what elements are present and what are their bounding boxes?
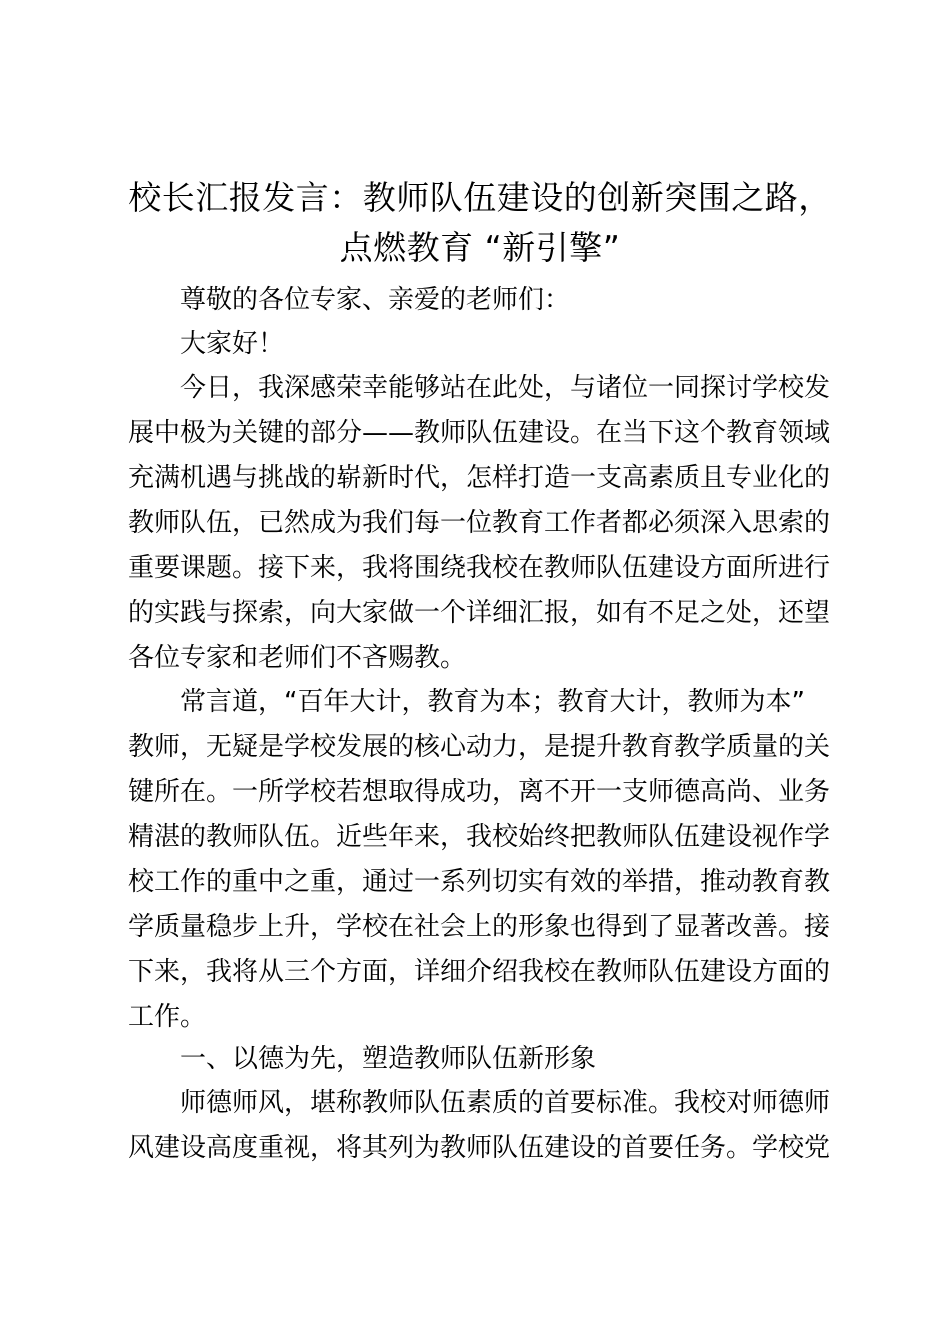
paragraph-line: 风建设高度重视，将其列为教师队伍建设的首要任务。学校党 [128,1133,831,1163]
paragraph-line: 师德师风，堪称教师队伍素质的首要标准。我校对师德师 [180,1088,831,1118]
paragraph-ethics [128,1081,848,1171]
paragraph-line: 教师，无疑是学校发展的核心动力，是提升教育教学质量的关 [128,732,831,762]
paragraph-line: 展中极为关键的部分——教师队伍建设。在当下这个教育领域 [128,418,831,448]
document-title-line1: 校长汇报发言：教师队伍建设的创新突围之路， [128,178,832,217]
paragraph-line: 常言道，“百年大计，教育为本；教育大计，教师为本” [180,687,805,717]
paragraph-line: 今日，我深感荣幸能够站在此处，与诸位一同探讨学校发 [180,373,831,403]
paragraph-line: 键所在。一所学校若想取得成功，离不开一支师德高尚、业务 [128,777,831,807]
paragraph-line: 精湛的教师队伍。近些年来，我校始终把教师队伍建设视作学 [128,822,831,852]
paragraph-line: 各位专家和老师们不吝赐教。 [128,643,467,673]
paragraph-core-motivation [128,680,848,1040]
salutation: 尊敬的各位专家、亲爱的老师们： [180,285,571,315]
paragraph-line: 的实践与探索，向大家做一个详细汇报，如有不足之处，还望 [128,598,831,628]
paragraph-line: 下来，我将从三个方面，详细介绍我校在教师队伍建设方面的 [128,957,831,987]
paragraph-intro [128,366,848,681]
paragraph-line: 学质量稳步上升，学校在社会上的形象也得到了显著改善。接 [128,912,831,942]
paragraph-line: 充满机遇与挑战的崭新时代，怎样打造一支高素质且专业化的 [128,463,831,493]
paragraph-line: 校工作的重中之重，通过一系列切实有效的举措，推动教育教 [128,867,831,897]
greeting: 大家好！ [180,329,285,359]
section-heading-1: 一、以德为先，塑造教师队伍新形象 [180,1044,597,1074]
paragraph-line: 重要课题。接下来，我将围绕我校在教师队伍建设方面所进行 [128,553,831,583]
paragraph-line: 工作。 [128,1002,207,1032]
document-title-line2: 点燃教育 “新引擎” [339,228,621,267]
paragraph-line: 教师队伍，已然成为我们每一位教育工作者都必须深入思索的 [128,508,831,538]
